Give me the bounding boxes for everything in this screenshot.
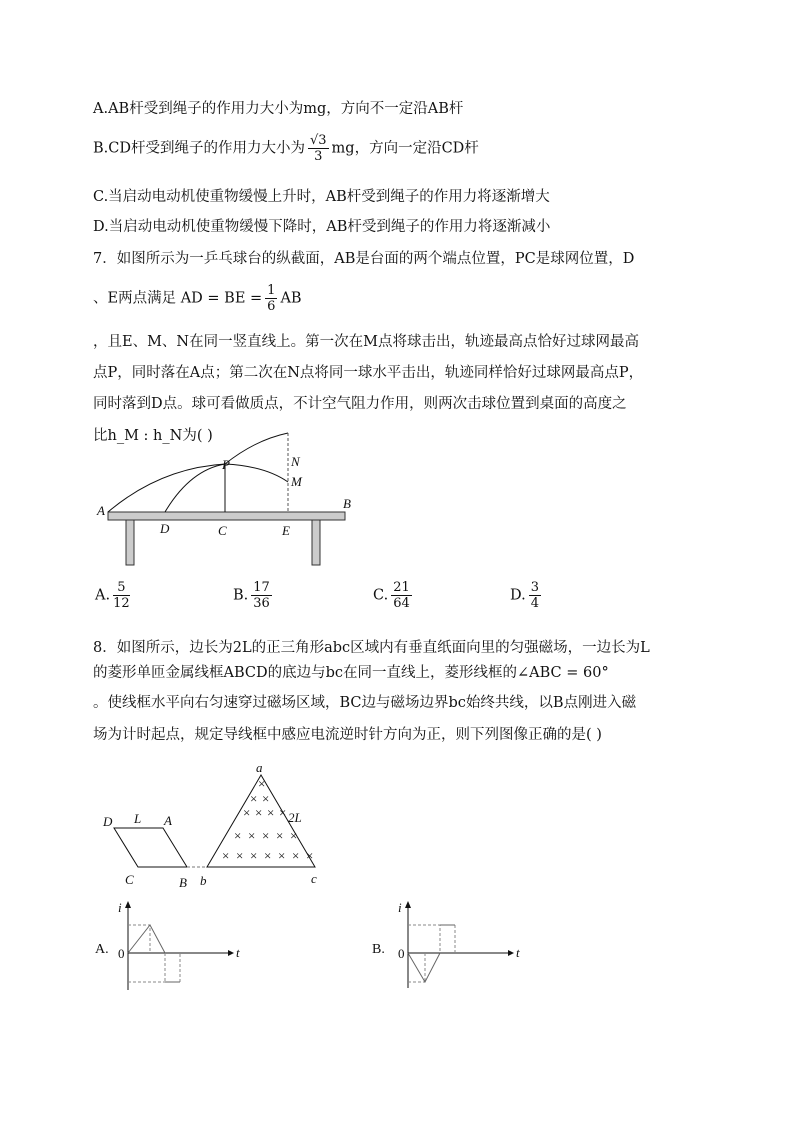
svg-text:c: c	[311, 871, 317, 886]
field-cross-icon: ×	[278, 848, 286, 863]
svg-text:B.: B.	[372, 942, 385, 957]
denominator: 64	[393, 596, 410, 611]
field-cross-icon: ×	[250, 848, 258, 863]
field-cross-icon: ×	[264, 848, 272, 863]
svg-text:L: L	[134, 811, 142, 826]
label-p: P	[222, 457, 230, 472]
text: 、E两点满足 AD = BE =	[93, 290, 263, 307]
field-cross-icon: ×	[243, 805, 251, 820]
label-a: A	[97, 503, 105, 518]
field-cross-icon: ×	[236, 848, 244, 863]
text: AB	[280, 290, 302, 307]
svg-text:A: A	[164, 813, 172, 828]
fraction	[391, 580, 412, 611]
q7-option-a[interactable]	[95, 580, 133, 611]
svg-text:i: i	[398, 900, 402, 915]
svg-text:0: 0	[118, 946, 125, 961]
q6-option-d: D.当启动电动机使重物缓慢下降时，AB杆受到绳子的作用力将逐渐减小	[93, 219, 551, 235]
field-cross-icon: ×	[292, 848, 300, 863]
svg-text:B: B	[179, 875, 187, 890]
graph-a	[95, 900, 240, 990]
field-cross-icon: ×	[267, 805, 275, 820]
option-label: A.	[95, 587, 111, 604]
field-cross-icon: ×	[279, 805, 287, 820]
rhombus-triangle-figure	[102, 760, 317, 890]
q6-option-c: C.当启动电动机使重物缓慢上升时，AB杆受到绳子的作用力将逐渐增大	[93, 189, 550, 205]
field-cross-icon: ×	[250, 791, 258, 806]
numerator: 3	[530, 580, 539, 595]
option-label: C.	[373, 587, 389, 604]
denominator: 3	[314, 149, 323, 164]
option-label: B.	[233, 587, 249, 604]
q7-line: 比h_M : h_N为( )	[93, 428, 213, 444]
svg-text:b: b	[200, 873, 207, 888]
q8-line: 。使线框水平向右匀速穿过磁场区域，BC边与磁场边界bc始终共线，以B点刚进入磁	[93, 695, 637, 711]
label-b: B	[343, 496, 351, 511]
numerator: 17	[253, 580, 270, 595]
graph-b	[372, 900, 520, 988]
label-m: M	[291, 474, 302, 489]
denominator: 36	[253, 596, 270, 611]
label-c: C	[218, 523, 227, 538]
svg-text:t: t	[236, 945, 240, 960]
svg-text:2L: 2L	[288, 810, 302, 825]
q7-option-d[interactable]	[510, 580, 544, 611]
numerator: 5	[113, 580, 130, 596]
field-cross-icon: ×	[262, 828, 270, 843]
field-cross-icon: ×	[234, 828, 242, 843]
q6-option-a: A.AB杆受到绳子的作用力大小为mg，方向不一定沿AB杆	[93, 101, 464, 117]
q8-line: 的菱形单匝金属线框ABCD的底边与bc在同一直线上，菱形线框的∠ABC = 60°	[93, 665, 609, 681]
field-cross-icon: ×	[276, 828, 284, 843]
field-cross-icon: ×	[290, 828, 298, 843]
denominator: 6	[267, 299, 276, 314]
svg-text:A.: A.	[95, 942, 109, 957]
denominator: 12	[113, 596, 130, 611]
q7-line: ，且E、M、N在同一竖直线上。第一次在M点将球击出，轨迹最高点恰好过球网最高	[93, 334, 639, 350]
q8-line: 场为计时起点，规定导线框中感应电流逆时针方向为正，则下列图像正确的是( )	[93, 727, 602, 743]
svg-text:i: i	[118, 900, 122, 915]
svg-text:D: D	[103, 814, 113, 829]
fraction	[251, 580, 272, 611]
label-d: D	[160, 521, 170, 536]
q8-line: 8．如图所示，边长为2L的正三角形abc区域内有垂直纸面向里的匀强磁场，一边长为L	[93, 640, 650, 656]
denominator: 4	[530, 596, 539, 611]
svg-text:t: t	[516, 945, 520, 960]
option-label: D.	[510, 587, 526, 604]
numerator: √3	[309, 133, 327, 148]
field-cross-icon: ×	[248, 828, 256, 843]
field-cross-icon: ×	[306, 848, 314, 863]
field-cross-icon: ×	[258, 776, 266, 791]
numerator: 1	[267, 283, 276, 298]
svg-text:0: 0	[398, 946, 405, 961]
fraction	[113, 580, 130, 611]
q7-option-c[interactable]	[373, 580, 415, 611]
text: mg，方向一定沿CD杆	[331, 140, 479, 157]
field-cross-icon: ×	[222, 848, 230, 863]
q7-line: 同时落到D点。球可看做质点，不计空气阻力作用，则两次击球位置到桌面的高度之	[93, 396, 627, 412]
text: B.CD杆受到绳子的作用力大小为	[93, 140, 305, 157]
numerator: 21	[393, 580, 410, 595]
q7-line: 7．如图所示为一乒乓球台的纵截面，AB是台面的两个端点位置，PC是球网位置，D	[93, 251, 635, 267]
q7-option-b[interactable]	[233, 580, 275, 611]
field-cross-icon: ×	[255, 805, 263, 820]
ping-pong-table-figure	[96, 433, 351, 565]
svg-text:a: a	[256, 760, 263, 775]
label-n: N	[291, 454, 300, 469]
label-e: E	[282, 523, 290, 538]
q7-line: 点P，同时落在A点；第二次在N点将同一球水平击出，轨迹同样恰好过球网最高点P，	[93, 365, 644, 381]
fraction	[529, 580, 541, 611]
field-cross-icon: ×	[262, 791, 270, 806]
svg-text:C: C	[125, 872, 134, 887]
